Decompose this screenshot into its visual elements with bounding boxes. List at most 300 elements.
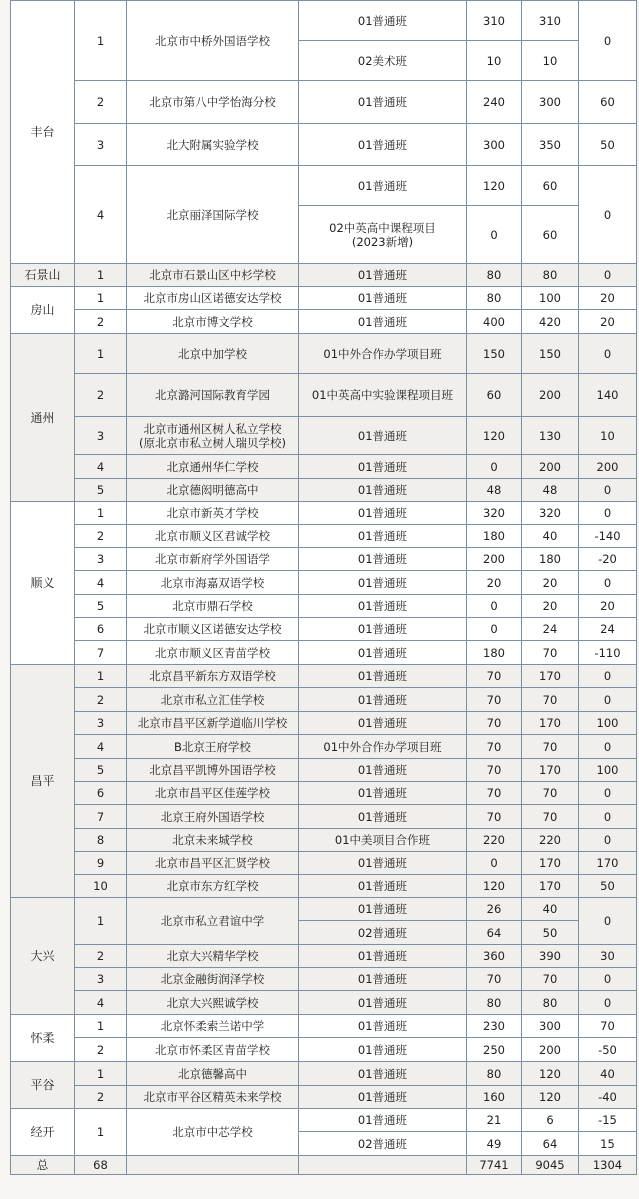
quota-current: 80: [522, 991, 579, 1015]
school-name: 北京市昌平区佳莲学校: [127, 782, 299, 805]
program-name: [299, 206, 467, 264]
school-name: 北京大兴精华学校: [127, 945, 299, 968]
table-row: [11, 1015, 637, 1038]
program-name: 01普通班: [299, 455, 467, 479]
quota-change: 0: [579, 782, 637, 805]
quota-change: 20: [579, 310, 637, 334]
school-number: 5: [75, 479, 127, 502]
quota-change: 24: [579, 618, 637, 641]
school-name: B北京王府学校: [127, 735, 299, 759]
program-name: 01普通班: [299, 618, 467, 641]
program-name: 01普通班: [299, 417, 467, 455]
school-name: 北京丽泽国际学校: [127, 166, 299, 264]
school-number: 1: [75, 665, 127, 688]
table-row: [11, 1, 637, 41]
quota-current: 20: [522, 571, 579, 595]
program-name: 01普通班: [299, 1015, 467, 1038]
program-name: 01普通班: [299, 875, 467, 898]
school-number: 1: [75, 1015, 127, 1038]
school-name-line1: 北京市通州区树人私立学校: [143, 421, 282, 436]
school-name: 北京市博文学校: [127, 310, 299, 334]
program-name: 01中外合作办学项目班: [299, 735, 467, 759]
quota-current: 170: [522, 665, 579, 688]
school-name: 北京市海嘉双语学校: [127, 571, 299, 595]
quota-current: 10: [522, 41, 579, 81]
school-number: 4: [75, 166, 127, 264]
table-row: [11, 455, 637, 479]
quota-change: 0: [579, 991, 637, 1015]
quota-previous: 200: [467, 548, 522, 571]
quota-previous: 70: [467, 805, 522, 829]
table-body: [11, 1, 637, 1175]
table-row: [11, 1038, 637, 1062]
quota-change: -140: [579, 525, 637, 548]
district-cell: 房山: [11, 287, 75, 334]
school-number: 9: [75, 852, 127, 875]
quota-previous: 10: [467, 41, 522, 81]
quota-change: 70: [579, 1015, 637, 1038]
school-name: 北京王府外国语学校: [127, 805, 299, 829]
quota-current: 70: [522, 968, 579, 991]
program-name: 01普通班: [299, 712, 467, 735]
school-number: 4: [75, 991, 127, 1015]
quota-previous: 70: [467, 759, 522, 782]
program-name: 01普通班: [299, 124, 467, 166]
school-number: 8: [75, 829, 127, 852]
page: [10, 0, 636, 1199]
quota-previous: 230: [467, 1015, 522, 1038]
program-name: 01普通班: [299, 81, 467, 124]
program-name: 01普通班: [299, 641, 467, 665]
quota-previous: 0: [467, 455, 522, 479]
school-name: 北京市第八中学怡海分校: [127, 81, 299, 124]
quota-change: 60: [579, 81, 637, 124]
table-row: [11, 1109, 637, 1132]
quota-current: 60: [522, 206, 579, 264]
school-number: 1: [75, 264, 127, 287]
school-number: 2: [75, 1086, 127, 1109]
quota-previous: 180: [467, 525, 522, 548]
quota-current: 70: [522, 735, 579, 759]
quota-previous: 70: [467, 735, 522, 759]
table-row: [11, 417, 637, 455]
school-name: 北京中加学校: [127, 334, 299, 374]
school-name: 北京大兴熙诚学校: [127, 991, 299, 1015]
school-name: 北京市怀柔区青苗学校: [127, 1038, 299, 1062]
quota-change: 0: [579, 898, 637, 945]
school-name: 北大附属实验学校: [127, 124, 299, 166]
school-name: 北京市昌平区汇贤学校: [127, 852, 299, 875]
quota-previous: 0: [467, 852, 522, 875]
program-name: 01普通班: [299, 759, 467, 782]
table-row: [11, 782, 637, 805]
quota-previous: 120: [467, 875, 522, 898]
quota-previous: 70: [467, 782, 522, 805]
school-name: 北京市中芯学校: [127, 1109, 299, 1156]
school-number: 1: [75, 502, 127, 525]
program-name: 01中外合作办学项目班: [299, 334, 467, 374]
quota-current: 220: [522, 829, 579, 852]
quota-previous: 360: [467, 945, 522, 968]
school-name: [127, 417, 299, 455]
school-number: 2: [75, 1038, 127, 1062]
school-name: 北京市昌平区新学道临川学校: [127, 712, 299, 735]
quota-change: 140: [579, 374, 637, 417]
quota-current: 350: [522, 124, 579, 166]
quota-current: 200: [522, 1038, 579, 1062]
quota-change: 40: [579, 1062, 637, 1086]
quota-change: 50: [579, 875, 637, 898]
table-row: [11, 479, 637, 502]
quota-change: 0: [579, 805, 637, 829]
quota-current: 180: [522, 548, 579, 571]
quota-previous: 26: [467, 898, 522, 921]
program-name: 01普通班: [299, 1, 467, 41]
program-name: 01普通班: [299, 571, 467, 595]
quota-previous: 0: [467, 595, 522, 618]
school-number: 2: [75, 945, 127, 968]
program-name: 02普通班: [299, 921, 467, 945]
table-row: [11, 735, 637, 759]
quota-change: 0: [579, 735, 637, 759]
quota-change: 0: [579, 502, 637, 525]
quota-current: 420: [522, 310, 579, 334]
school-name: 北京市顺义区诺德安达学校: [127, 618, 299, 641]
totals-label: 总: [11, 1156, 75, 1175]
school-number: 1: [75, 898, 127, 945]
school-number: 3: [75, 548, 127, 571]
table-row: [11, 1062, 637, 1086]
school-number: 5: [75, 595, 127, 618]
quota-previous: 240: [467, 81, 522, 124]
program-name: 01普通班: [299, 968, 467, 991]
quota-current: 24: [522, 618, 579, 641]
school-number: 3: [75, 124, 127, 166]
quota-previous: 70: [467, 688, 522, 712]
program-name: 01普通班: [299, 991, 467, 1015]
program-name: 01普通班: [299, 852, 467, 875]
quota-change: 200: [579, 455, 637, 479]
table-row: [11, 898, 637, 921]
program-name: 01普通班: [299, 166, 467, 206]
program-name: 01普通班: [299, 665, 467, 688]
quota-previous: 64: [467, 921, 522, 945]
quota-previous: 20: [467, 571, 522, 595]
quota-previous: 0: [467, 618, 522, 641]
table-row: [11, 525, 637, 548]
program-name: 01普通班: [299, 782, 467, 805]
quota-current: 150: [522, 334, 579, 374]
quota-change: 100: [579, 759, 637, 782]
program-name: 01普通班: [299, 1086, 467, 1109]
quota-change: 0: [579, 1, 637, 81]
quota-change: -110: [579, 641, 637, 665]
school-number: 4: [75, 455, 127, 479]
quota-change: 20: [579, 287, 637, 310]
district-cell: 通州: [11, 334, 75, 502]
school-name: 北京怀柔索兰诺中学: [127, 1015, 299, 1038]
program-name: 01普通班: [299, 548, 467, 571]
table-row: [11, 805, 637, 829]
quota-previous: 250: [467, 1038, 522, 1062]
quota-current: 130: [522, 417, 579, 455]
quota-current: 80: [522, 264, 579, 287]
program-name: 01普通班: [299, 502, 467, 525]
school-number: 2: [75, 688, 127, 712]
school-number: 2: [75, 310, 127, 334]
program-name: 01普通班: [299, 1109, 467, 1132]
quota-current: 120: [522, 1062, 579, 1086]
quota-current: 200: [522, 374, 579, 417]
quota-current: 40: [522, 525, 579, 548]
quota-current: 64: [522, 1132, 579, 1156]
quota-current: 40: [522, 898, 579, 921]
quota-previous: 180: [467, 641, 522, 665]
table-row: [11, 1086, 637, 1109]
school-name: 北京市新英才学校: [127, 502, 299, 525]
school-number: 6: [75, 618, 127, 641]
program-name: 02美术班: [299, 41, 467, 81]
totals-blank: [299, 1156, 467, 1175]
quota-current: 170: [522, 759, 579, 782]
school-number: 1: [75, 1, 127, 81]
quota-current: 20: [522, 595, 579, 618]
quota-previous: 80: [467, 1062, 522, 1086]
quota-change: -40: [579, 1086, 637, 1109]
school-number: 3: [75, 968, 127, 991]
district-cell: 昌平: [11, 665, 75, 898]
school-name: 北京市顺义区君诚学校: [127, 525, 299, 548]
quota-previous: 48: [467, 479, 522, 502]
quota-change: 0: [579, 968, 637, 991]
district-cell: 石景山: [11, 264, 75, 287]
table-row: [11, 264, 637, 287]
school-number: 4: [75, 735, 127, 759]
school-number: 1: [75, 287, 127, 310]
school-number: 3: [75, 712, 127, 735]
quota-current: 300: [522, 81, 579, 124]
school-number: 1: [75, 1109, 127, 1156]
school-name: 北京市新府学外国语学: [127, 548, 299, 571]
quota-previous: 310: [467, 1, 522, 41]
table-row: [11, 991, 637, 1015]
school-name: 北京市私立君谊中学: [127, 898, 299, 945]
table-row: [11, 688, 637, 712]
program-name: 01普通班: [299, 479, 467, 502]
school-name: 北京市石景山区中杉学校: [127, 264, 299, 287]
quota-change: -20: [579, 548, 637, 571]
school-name: 北京通州华仁学校: [127, 455, 299, 479]
quota-current: 70: [522, 805, 579, 829]
table-row: [11, 374, 637, 417]
table-row: [11, 548, 637, 571]
totals-current: 9045: [522, 1156, 579, 1175]
table-row: [11, 759, 637, 782]
quota-current: 70: [522, 688, 579, 712]
program-name: 01普通班: [299, 945, 467, 968]
table-row: [11, 618, 637, 641]
quota-change: -15: [579, 1109, 637, 1132]
table-row: [11, 502, 637, 525]
table-row: [11, 945, 637, 968]
quota-previous: 400: [467, 310, 522, 334]
table-row: [11, 287, 637, 310]
totals-school-count: 68: [75, 1156, 127, 1175]
table-row: [11, 829, 637, 852]
quota-current: 48: [522, 479, 579, 502]
program-name: 01中英高中实验课程项目班: [299, 374, 467, 417]
totals-blank: [127, 1156, 299, 1175]
totals-change: 1304: [579, 1156, 637, 1175]
school-name: 北京德闳明德高中: [127, 479, 299, 502]
totals-previous: 7741: [467, 1156, 522, 1175]
quota-current: 6: [522, 1109, 579, 1132]
quota-change: 170: [579, 852, 637, 875]
district-cell: 大兴: [11, 898, 75, 1015]
school-name: 北京潞河国际教育学园: [127, 374, 299, 417]
table-row: [11, 166, 637, 206]
quota-previous: 160: [467, 1086, 522, 1109]
program-name: 01普通班: [299, 688, 467, 712]
quota-current: 310: [522, 1, 579, 41]
admissions-table: [10, 0, 637, 1175]
quota-previous: 70: [467, 665, 522, 688]
quota-current: 170: [522, 852, 579, 875]
school-number: 2: [75, 81, 127, 124]
quota-change: 0: [579, 665, 637, 688]
quota-previous: 60: [467, 374, 522, 417]
program-name-line2: (2023新增): [351, 234, 414, 249]
table-row: [11, 124, 637, 166]
school-name: 北京昌平凯博外国语学校: [127, 759, 299, 782]
quota-previous: 120: [467, 166, 522, 206]
school-name: 北京昌平新东方双语学校: [127, 665, 299, 688]
school-name: 北京金融街润泽学校: [127, 968, 299, 991]
program-name: 01普通班: [299, 898, 467, 921]
quota-current: 60: [522, 166, 579, 206]
quota-previous: 80: [467, 991, 522, 1015]
school-number: 7: [75, 805, 127, 829]
quota-current: 320: [522, 502, 579, 525]
quota-change: 30: [579, 945, 637, 968]
quota-change: 15: [579, 1132, 637, 1156]
district-cell: 怀柔: [11, 1015, 75, 1062]
quota-change: 0: [579, 571, 637, 595]
district-cell: 顺义: [11, 502, 75, 665]
quota-previous: 0: [467, 206, 522, 264]
school-number: 7: [75, 641, 127, 665]
quota-change: -50: [579, 1038, 637, 1062]
school-name: 北京市鼎石学校: [127, 595, 299, 618]
school-name: 北京德馨高中: [127, 1062, 299, 1086]
quota-current: 70: [522, 782, 579, 805]
program-name: 01普通班: [299, 1062, 467, 1086]
quota-change: 10: [579, 417, 637, 455]
district-cell: 平谷: [11, 1062, 75, 1109]
quota-current: 390: [522, 945, 579, 968]
quota-previous: 21: [467, 1109, 522, 1132]
program-name: 02普通班: [299, 1132, 467, 1156]
quota-change: 100: [579, 712, 637, 735]
quota-previous: 150: [467, 334, 522, 374]
table-row: [11, 334, 637, 374]
quota-change: 0: [579, 264, 637, 287]
school-number: 5: [75, 759, 127, 782]
program-name: 01普通班: [299, 805, 467, 829]
school-number: 2: [75, 374, 127, 417]
quota-current: 170: [522, 712, 579, 735]
school-number: 10: [75, 875, 127, 898]
quota-current: 100: [522, 287, 579, 310]
quota-previous: 49: [467, 1132, 522, 1156]
totals-row: [11, 1156, 637, 1175]
school-number: 3: [75, 417, 127, 455]
program-name: 01普通班: [299, 287, 467, 310]
table-row: [11, 641, 637, 665]
quota-previous: 80: [467, 287, 522, 310]
school-number: 6: [75, 782, 127, 805]
school-name: 北京市房山区诺德安达学校: [127, 287, 299, 310]
table-row: [11, 712, 637, 735]
quota-current: 70: [522, 641, 579, 665]
school-number: 4: [75, 571, 127, 595]
school-name: 北京市顺义区青苗学校: [127, 641, 299, 665]
school-number: 1: [75, 1062, 127, 1086]
school-name: 北京市私立汇佳学校: [127, 688, 299, 712]
school-number: 2: [75, 525, 127, 548]
quota-change: 0: [579, 829, 637, 852]
program-name-line1: 02中英高中课程项目: [329, 220, 436, 235]
program-name: 01普通班: [299, 264, 467, 287]
district-cell: 丰台: [11, 1, 75, 264]
table-row: [11, 968, 637, 991]
program-name: 01中美项目合作班: [299, 829, 467, 852]
table-row: [11, 665, 637, 688]
quota-previous: 300: [467, 124, 522, 166]
table-row: [11, 595, 637, 618]
quota-change: 50: [579, 124, 637, 166]
school-name: 北京市中桥外国语学校: [127, 1, 299, 81]
table-row: [11, 81, 637, 124]
school-number: 1: [75, 334, 127, 374]
school-name: 北京未来城学校: [127, 829, 299, 852]
quota-current: 170: [522, 875, 579, 898]
quota-current: 300: [522, 1015, 579, 1038]
school-name: 北京市平谷区精英未来学校: [127, 1086, 299, 1109]
table-row: [11, 875, 637, 898]
quota-change: 0: [579, 688, 637, 712]
program-name: 01普通班: [299, 595, 467, 618]
quota-current: 50: [522, 921, 579, 945]
quota-change: 0: [579, 334, 637, 374]
school-name: 北京市东方红学校: [127, 875, 299, 898]
quota-current: 200: [522, 455, 579, 479]
program-name: 01普通班: [299, 1038, 467, 1062]
table-row: [11, 571, 637, 595]
program-name: 01普通班: [299, 525, 467, 548]
quota-change: 0: [579, 479, 637, 502]
quota-change: 20: [579, 595, 637, 618]
quota-previous: 220: [467, 829, 522, 852]
table-row: [11, 852, 637, 875]
quota-change: 0: [579, 166, 637, 264]
table-row: [11, 310, 637, 334]
school-name-line2: (原北京市私立树人瑞贝学校): [139, 435, 286, 450]
quota-previous: 70: [467, 968, 522, 991]
quota-previous: 70: [467, 712, 522, 735]
program-name: 01普通班: [299, 310, 467, 334]
quota-current: 120: [522, 1086, 579, 1109]
